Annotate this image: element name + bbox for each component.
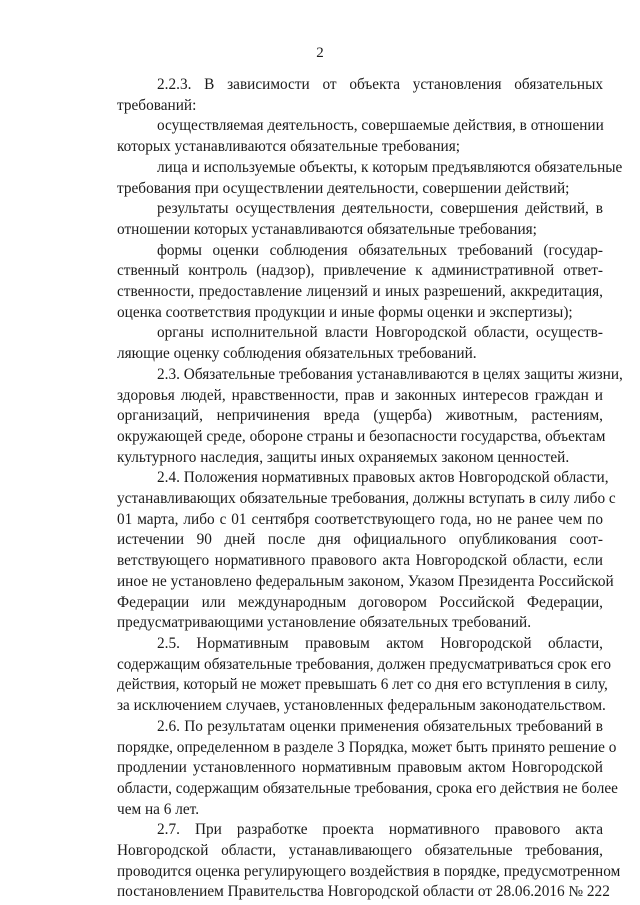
text-line: постановлением Правительства Новгородской области от 28.06.2016 № 222 [117,883,610,901]
text-line: 2.7. При разработке проекта нормативного правового акта [157,821,603,839]
text-line: продлении установленного нормативным правовым актом Новгородской [117,759,603,777]
text-line: требований: [117,96,197,114]
text-line: лица и используемые объекты, к которым предъявляются обязательные [157,158,623,176]
text-line: чем на 6 лет. [117,800,200,818]
paragraph-p223 [117,75,603,116]
text-line: 2.3. Обязательные требования устанавливаются в целях защиты жизни, [157,365,623,383]
text-line: 2.6. По результатам оценки применения обязательных требований в [157,717,603,735]
text-line: здоровья людей, нравственности, прав и законных интересов граждан и [117,386,603,404]
paragraph-p25 [117,634,612,717]
text-line: 2.5. Нормативным правовым актом Новгородской области, [157,634,603,652]
text-line: оценка соответствия продукции и иные формы оценки и экспертизы); [117,303,573,321]
text-line: органы исполнительной власти Новгородской области, осуществ- [157,324,603,342]
paragraph-p-results [117,199,603,240]
text-line: окружающей среде, обороне страны и безопасности государства, объектам [117,427,606,445]
text-line: 2.4. Положения нормативных правовых актов Новгородской области, [157,469,609,487]
text-line: ственности, предоставление лицензий и иных разрешений, аккредитация, [117,283,603,301]
page-number: 2 [316,45,324,61]
text-line: формы оценки соблюдения обязательных требований (государ- [157,241,603,259]
paragraph-p23 [117,365,623,469]
text-line: Новгородской области, устанавливающего обязательные требования, [117,842,603,860]
paragraph-p-persons [117,158,623,199]
text-line: проводится оценка регулирующего воздействия в порядке, предусмотренном [117,862,621,880]
text-line: иное не установлено федеральным законом, Указом Президента Российской [117,572,614,590]
text-line: за исключением случаев, установленных федеральным законодательством. [117,697,606,715]
paragraph-p27 [117,820,621,903]
text-line: Федерации или международным договором Российской Федерации, [117,593,603,611]
text-line: культурного наследия, защиты иных охраняемых законом ценностей. [117,448,570,466]
text-line: истечении 90 дней после дня официального опубликования соот- [117,531,603,549]
text-line: порядке, определенном в разделе 3 Порядка, может быть принято решение о [117,738,617,756]
text-line: которых устанавливаются обязательные требования; [117,138,460,156]
text-line: ственный контроль (надзор), привлечение к административной ответ- [117,262,603,280]
paragraph-p26 [117,717,618,821]
paragraph-p24 [117,468,616,634]
paragraph-p-forms [117,241,603,324]
document-body [117,75,623,903]
text-line: организаций, непричинения вреда (ущерба) животным, растениям, [117,407,603,425]
text-line: 2.2.3. В зависимости от объекта установления обязательных [157,76,603,93]
text-line: ветствующего нормативного правового акта Новгородской области, если [117,552,603,570]
text-line: результаты осуществления деятельности, совершения действий, в [157,200,603,218]
text-line: 01 марта, либо с 01 сентября соответствующего года, но не ранее чем по [117,510,603,528]
text-line: требования при осуществлении деятельности, совершении действий; [117,179,570,197]
paragraph-p-organs [117,323,603,364]
text-line: осуществляемая деятельность, совершаемые действия, в отношении [157,117,604,135]
text-line: действия, который не может превышать 6 лет со дня его вступления в силу, [117,676,608,694]
text-line: ляющие оценку соблюдения обязательных требований. [117,345,477,363]
text-line: содержащим обязательные требования, должен предусматриваться срок его [117,655,612,673]
paragraph-p-activity [117,116,603,157]
text-line: устанавливающих обязательные требования, должны вступать в силу либо с [117,490,616,508]
text-line: предусматривающими установление обязательных требований. [117,614,532,632]
text-line: отношении которых устанавливаются обязательные требования; [117,220,537,238]
text-line: области, содержащим обязательные требования, срока его действия не более [117,779,618,797]
